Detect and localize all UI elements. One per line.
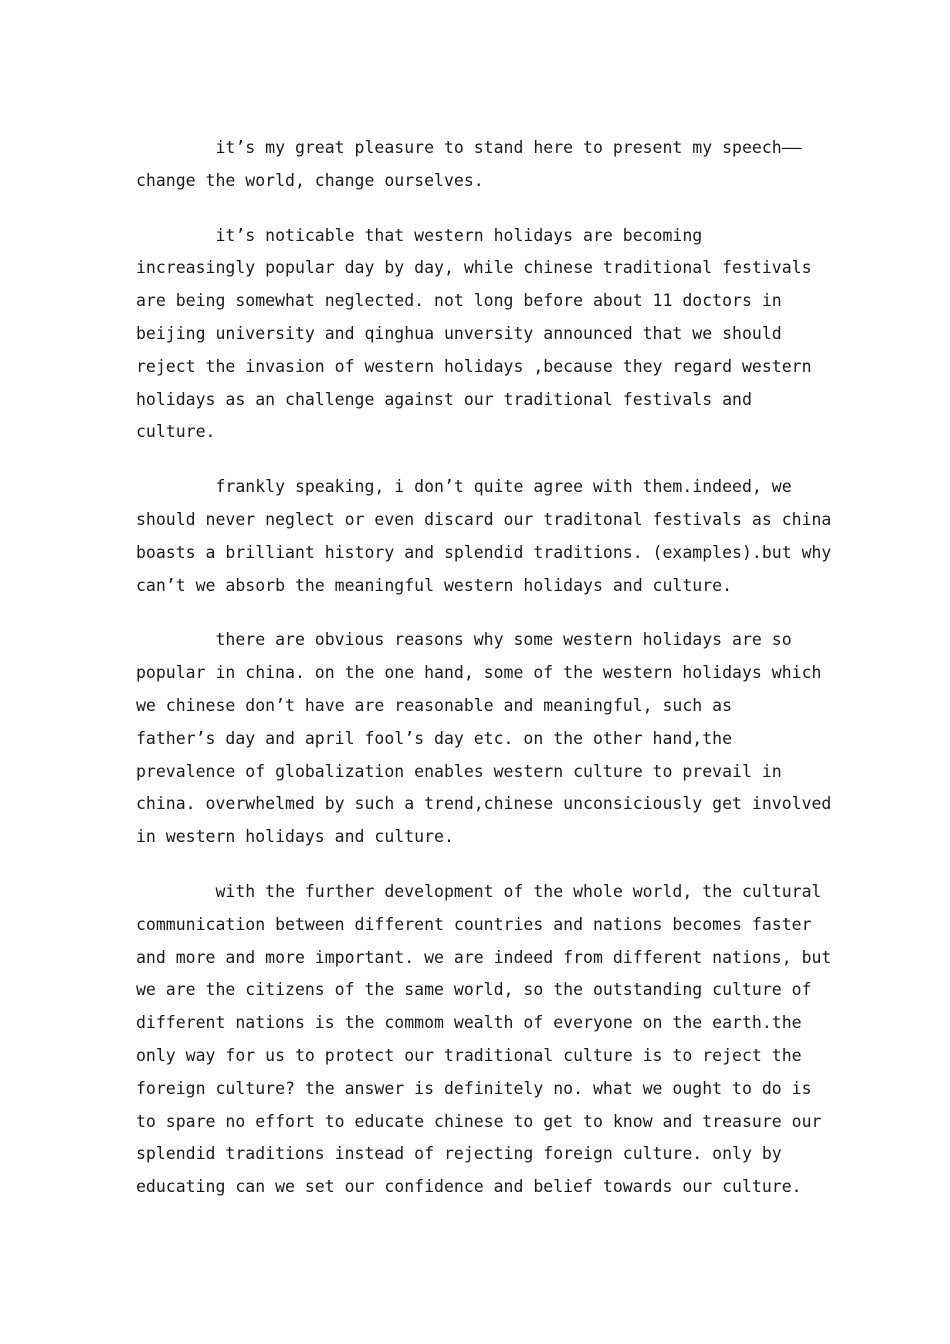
paragraph-obvious-reasons: [136, 624, 832, 854]
text-line: increasingly popular day by day, while chinese traditional festivals: [136, 258, 812, 278]
text-line: beijing university and qinghua unversity announced that we should: [136, 323, 782, 343]
text-line: change the world, change ourselves.: [136, 170, 484, 190]
text-line: to spare no effort to educate chinese to get to know and treasure our: [136, 1111, 822, 1131]
text-line: prevalence of globalization enables western culture to prevail in: [136, 761, 782, 781]
text-line: boasts a brilliant history and splendid traditions. (examples).but why: [136, 542, 832, 562]
text-line: splendid traditions instead of rejecting foreign culture. only by: [136, 1144, 782, 1164]
text-line: we are the citizens of the same world, so the outstanding culture of: [136, 980, 812, 1000]
text-line: only way for us to protect our traditional culture is to reject the: [136, 1045, 802, 1065]
text-line: it’s my great pleasure to stand here to present my speech——: [136, 138, 802, 157]
paragraph-intro: [136, 132, 812, 198]
text-line: popular in china. on the one hand, some of the western holidays which: [136, 663, 822, 683]
text-line: father’s day and april fool’s day etc. on the other hand,the: [136, 728, 733, 748]
text-line: are being somewhat neglected. not long before about 11 doctors in: [136, 291, 782, 311]
document-body: [136, 132, 832, 1226]
text-line: different nations is the commom wealth of everyone on the earth.the: [136, 1013, 802, 1033]
text-line: china. overwhelmed by such a trend,chinese unconsiciously get involved: [136, 794, 832, 814]
text-line: educating can we set our confidence and belief towards our culture.: [136, 1177, 802, 1197]
text-line: reject the invasion of western holidays ,because they regard western: [136, 356, 812, 376]
paragraph-further-development: [136, 876, 832, 1204]
paragraph-western-holidays: [136, 220, 812, 450]
text-line: and more and more important. we are indeed from different nations, but: [136, 947, 832, 967]
text-line: there are obvious reasons why some western holidays are so: [136, 630, 792, 650]
text-line: frankly speaking, i don’t quite agree with them.indeed, we: [136, 477, 792, 497]
text-line: communication between different countries and nations becomes faster: [136, 914, 812, 934]
text-line: culture.: [136, 422, 216, 442]
text-line: can’t we absorb the meaningful western holidays and culture.: [136, 575, 733, 595]
text-line: should never neglect or even discard our traditonal festivals as china: [136, 509, 832, 529]
text-line: foreign culture? the answer is definitely no. what we ought to do is: [136, 1078, 812, 1098]
paragraph-frankly-speaking: [136, 471, 832, 602]
text-line: in western holidays and culture.: [136, 827, 454, 847]
text-line: with the further development of the whole world, the cultural: [136, 881, 822, 901]
text-line: it’s noticable that western holidays are becoming: [136, 225, 703, 245]
text-line: holidays as an challenge against our traditional festivals and: [136, 389, 752, 409]
text-line: we chinese don’t have are reasonable and meaningful, such as: [136, 695, 733, 715]
